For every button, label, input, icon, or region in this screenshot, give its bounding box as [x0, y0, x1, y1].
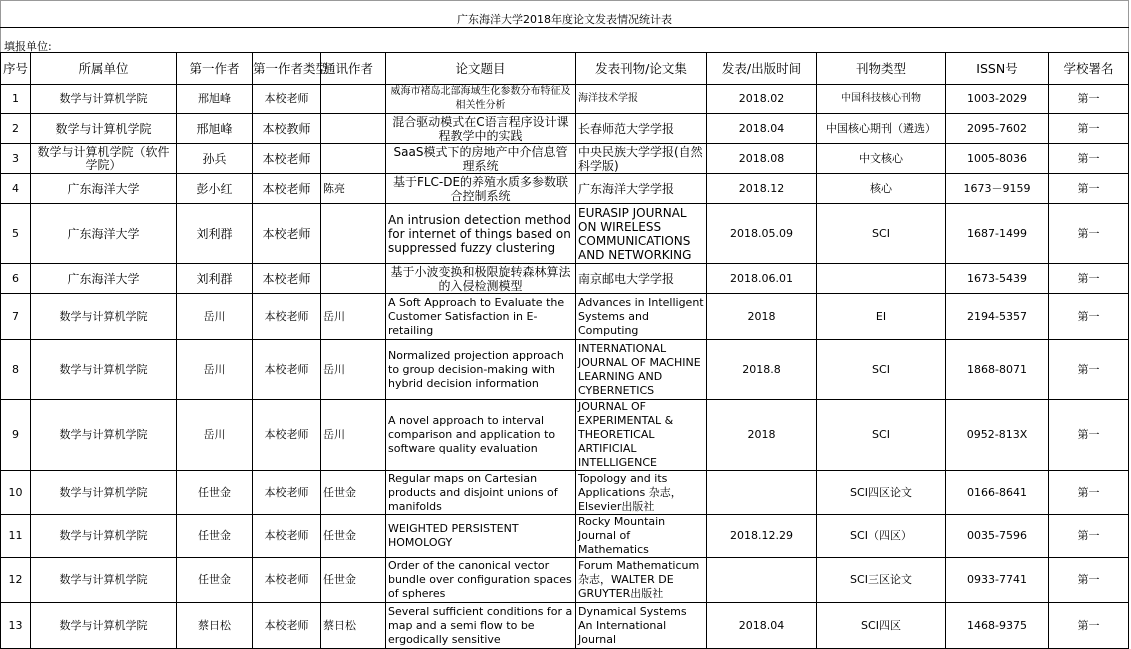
table-row: [1, 174, 1129, 204]
table-row: [1, 340, 1129, 400]
cell-journal[interactable]: Advances in Intelligent Systems and Computing: [576, 294, 707, 340]
cell-journal[interactable]: INTERNATIONAL JOURNAL OF MACHINE LEARNING AND CYBERNETICS: [576, 340, 707, 400]
column-header-author-type: 第一作者类型: [253, 53, 321, 85]
cell-first-author[interactable]: 刘利群: [177, 204, 253, 264]
cell-corresponding-author[interactable]: 岳川: [321, 400, 386, 471]
cell-corresponding-author[interactable]: [321, 114, 386, 144]
cell-unit[interactable]: 数学与计算机学院: [31, 400, 177, 471]
cell-journal-type[interactable]: SCI: [817, 204, 946, 264]
cell-author-type[interactable]: 本校老师: [253, 603, 321, 649]
cell-issn[interactable]: 0035-7596: [946, 515, 1049, 558]
column-header-corresponding-author: 通讯作者: [321, 53, 386, 85]
cell-paper-title[interactable]: Order of the canonical vector bundle over configuration spaces of spheres: [386, 558, 576, 603]
cell-first-author[interactable]: 任世金: [177, 471, 253, 515]
cell-seq[interactable]: 10: [1, 471, 31, 515]
cell-author-type[interactable]: 本校老师: [253, 264, 321, 294]
table-row: [1, 515, 1129, 558]
cell-unit[interactable]: 数学与计算机学院: [31, 114, 177, 144]
cell-school-rank[interactable]: 第一: [1049, 174, 1129, 204]
cell-journal[interactable]: Dynamical Systems An International Journal: [576, 603, 707, 649]
column-header-first-author: 第一作者: [177, 53, 253, 85]
cell-seq[interactable]: 6: [1, 264, 31, 294]
cell-unit[interactable]: 广东海洋大学: [31, 204, 177, 264]
table-row: [1, 114, 1129, 144]
table-row: [1, 85, 1129, 114]
cell-issn[interactable]: 1868-8071: [946, 340, 1049, 400]
cell-unit[interactable]: 数学与计算机学院: [31, 471, 177, 515]
cell-corresponding-author[interactable]: 任世金: [321, 471, 386, 515]
cell-author-type[interactable]: 本校老师: [253, 85, 321, 114]
cell-journal[interactable]: Forum Mathematicum杂志，WALTER DE GRUYTER出版社: [576, 558, 707, 603]
cell-paper-title[interactable]: 基于小波变换和极限旋转森林算法的入侵检测模型: [386, 264, 576, 294]
cell-first-author[interactable]: 岳川: [177, 400, 253, 471]
column-header-journal-type: 刊物类型: [817, 53, 946, 85]
cell-first-author[interactable]: 岳川: [177, 340, 253, 400]
cell-journal-type[interactable]: SCI: [817, 400, 946, 471]
cell-paper-title[interactable]: WEIGHTED PERSISTENT HOMOLOGY: [386, 515, 576, 558]
cell-corresponding-author[interactable]: [321, 204, 386, 264]
cell-author-type[interactable]: 本校老师: [253, 471, 321, 515]
sheet-title: 广东海洋大学2018年度论文发表情况统计表: [0, 0, 1129, 28]
cell-school-rank[interactable]: 第一: [1049, 471, 1129, 515]
cell-school-rank[interactable]: 第一: [1049, 114, 1129, 144]
cell-unit[interactable]: 数学与计算机学院: [31, 85, 177, 114]
cell-first-author[interactable]: 刘利群: [177, 264, 253, 294]
cell-seq[interactable]: 8: [1, 340, 31, 400]
cell-school-rank[interactable]: 第一: [1049, 515, 1129, 558]
cell-journal[interactable]: 南京邮电大学学报: [576, 264, 707, 294]
cell-unit[interactable]: 广东海洋大学: [31, 264, 177, 294]
cell-journal[interactable]: Topology and its Applications 杂志，Elsevier出版社: [576, 471, 707, 515]
cell-pub-date[interactable]: 2018.08: [707, 144, 817, 174]
cell-school-rank[interactable]: 第一: [1049, 400, 1129, 471]
cell-issn[interactable]: 0952-813X: [946, 400, 1049, 471]
cell-issn[interactable]: 2095-7602: [946, 114, 1049, 144]
cell-school-rank[interactable]: 第一: [1049, 558, 1129, 603]
cell-corresponding-author[interactable]: 岳川: [321, 340, 386, 400]
cell-seq[interactable]: 4: [1, 174, 31, 204]
cell-first-author[interactable]: 岳川: [177, 294, 253, 340]
cell-pub-date[interactable]: 2018.12.29: [707, 515, 817, 558]
cell-pub-date[interactable]: 2018.04: [707, 114, 817, 144]
cell-seq[interactable]: 11: [1, 515, 31, 558]
cell-school-rank[interactable]: 第一: [1049, 294, 1129, 340]
table-row: [1, 558, 1129, 603]
cell-seq[interactable]: 1: [1, 85, 31, 114]
cell-first-author[interactable]: 邢旭峰: [177, 85, 253, 114]
cell-paper-title[interactable]: Regular maps on Cartesian products and disjoint unions of manifolds: [386, 471, 576, 515]
cell-journal-type[interactable]: 中国核心期刊（遴选）: [817, 114, 946, 144]
cell-unit[interactable]: 数学与计算机学院: [31, 294, 177, 340]
cell-corresponding-author[interactable]: 岳川: [321, 294, 386, 340]
cell-pub-date[interactable]: 2018: [707, 400, 817, 471]
filler-unit-label: 填报单位:: [4, 40, 52, 53]
cell-issn[interactable]: 0166-8641: [946, 471, 1049, 515]
cell-school-rank[interactable]: 第一: [1049, 603, 1129, 649]
cell-first-author[interactable]: 孙兵: [177, 144, 253, 174]
column-header-unit: 所属单位: [31, 53, 177, 85]
cell-journal[interactable]: 海洋技术学报: [576, 85, 707, 114]
cell-issn[interactable]: 1003-2029: [946, 85, 1049, 114]
cell-paper-title[interactable]: A Soft Approach to Evaluate the Customer Satisfaction in E-retailing: [386, 294, 576, 340]
cell-journal[interactable]: EURASIP JOURNAL ON WIRELESS COMMUNICATIONS AND NETWORKING: [576, 204, 707, 264]
cell-unit[interactable]: 数学与计算机学院: [31, 515, 177, 558]
cell-unit[interactable]: 数学与计算机学院: [31, 340, 177, 400]
cell-unit[interactable]: 数学与计算机学院: [31, 558, 177, 603]
cell-paper-title[interactable]: SaaS模式下的房地产中介信息管理系统: [386, 144, 576, 174]
cell-issn[interactable]: 0933-7741: [946, 558, 1049, 603]
cell-corresponding-author[interactable]: 陈亮: [321, 174, 386, 204]
cell-paper-title[interactable]: Several sufficient conditions for a map and a semi flow to be ergodically sensitive: [386, 603, 576, 649]
cell-issn[interactable]: 1673-5439: [946, 264, 1049, 294]
cell-journal[interactable]: 长春师范大学学报: [576, 114, 707, 144]
cell-first-author[interactable]: 任世金: [177, 515, 253, 558]
table-row: [1, 294, 1129, 340]
column-header-seq: 序号: [1, 53, 31, 85]
cell-pub-date[interactable]: 2018.8: [707, 340, 817, 400]
cell-pub-date[interactable]: 2018: [707, 294, 817, 340]
cell-seq[interactable]: 3: [1, 144, 31, 174]
table-row: [1, 204, 1129, 264]
cell-author-type[interactable]: 本校老师: [253, 174, 321, 204]
cell-issn[interactable]: 1468-9375: [946, 603, 1049, 649]
cell-journal[interactable]: 广东海洋大学学报: [576, 174, 707, 204]
cell-journal-type[interactable]: SCI（四区）: [817, 515, 946, 558]
cell-paper-title[interactable]: Normalized projection approach to group decision-making with hybrid decision information: [386, 340, 576, 400]
cell-issn[interactable]: 1687-1499: [946, 204, 1049, 264]
cell-unit[interactable]: 数学与计算机学院: [31, 603, 177, 649]
cell-seq[interactable]: 12: [1, 558, 31, 603]
cell-journal-type[interactable]: SCI: [817, 340, 946, 400]
cell-paper-title[interactable]: 威海市褚岛北部海域生化参数分布特征及相关性分析: [386, 85, 576, 114]
header-row: [1, 53, 1129, 85]
cell-issn[interactable]: 1005-8036: [946, 144, 1049, 174]
cell-corresponding-author[interactable]: [321, 144, 386, 174]
table-row: [1, 400, 1129, 471]
papers-table: [0, 52, 1129, 649]
cell-paper-title[interactable]: 基于FLC-DE的养殖水质多参数联合控制系统: [386, 174, 576, 204]
column-header-pub-date: 发表/出版时间: [707, 53, 817, 85]
cell-seq[interactable]: 13: [1, 603, 31, 649]
column-header-school-rank: 学校署名: [1049, 53, 1129, 85]
table-row: [1, 144, 1129, 174]
cell-seq[interactable]: 5: [1, 204, 31, 264]
cell-author-type[interactable]: 本校老师: [253, 340, 321, 400]
cell-journal[interactable]: JOURNAL OF EXPERIMENTAL & THEORETICAL ARTIFICIAL INTELLIGENCE: [576, 400, 707, 471]
cell-pub-date[interactable]: 2018.06.01: [707, 264, 817, 294]
cell-author-type[interactable]: 本校老师: [253, 204, 321, 264]
cell-corresponding-author[interactable]: [321, 264, 386, 294]
cell-seq[interactable]: 7: [1, 294, 31, 340]
cell-seq[interactable]: 9: [1, 400, 31, 471]
cell-school-rank[interactable]: 第一: [1049, 204, 1129, 264]
table-row: [1, 471, 1129, 515]
cell-author-type[interactable]: 本校老师: [253, 400, 321, 471]
cell-issn[interactable]: 2194-5357: [946, 294, 1049, 340]
cell-school-rank[interactable]: 第一: [1049, 85, 1129, 114]
table-row: [1, 264, 1129, 294]
cell-paper-title[interactable]: A novel approach to interval comparison and application to software quality evaluation: [386, 400, 576, 471]
cell-journal-type[interactable]: [817, 264, 946, 294]
cell-school-rank[interactable]: 第一: [1049, 144, 1129, 174]
cell-pub-date[interactable]: 2018.12: [707, 174, 817, 204]
cell-author-type[interactable]: 本校老师: [253, 515, 321, 558]
cell-pub-date[interactable]: [707, 558, 817, 603]
column-header-issn: ISSN号: [946, 53, 1049, 85]
cell-corresponding-author[interactable]: 蔡日松: [321, 603, 386, 649]
cell-pub-date[interactable]: [707, 471, 817, 515]
cell-unit[interactable]: 数学与计算机学院（软件学院）: [31, 144, 177, 174]
cell-school-rank[interactable]: 第一: [1049, 340, 1129, 400]
cell-first-author[interactable]: 邢旭峰: [177, 114, 253, 144]
cell-journal[interactable]: Rocky Mountain Journal of Mathematics: [576, 515, 707, 558]
cell-corresponding-author[interactable]: 任世金: [321, 515, 386, 558]
table-row: [1, 603, 1129, 649]
cell-author-type[interactable]: 本校老师: [253, 558, 321, 603]
cell-journal[interactable]: 中央民族大学学报(自然科学版): [576, 144, 707, 174]
cell-seq[interactable]: 2: [1, 114, 31, 144]
cell-journal-type[interactable]: 核心: [817, 174, 946, 204]
cell-issn[interactable]: 1673－9159: [946, 174, 1049, 204]
cell-school-rank[interactable]: 第一: [1049, 264, 1129, 294]
cell-pub-date[interactable]: 2018.04: [707, 603, 817, 649]
cell-journal-type[interactable]: SCI四区: [817, 603, 946, 649]
cell-journal-type[interactable]: SCI三区论文: [817, 558, 946, 603]
cell-first-author[interactable]: 蔡日松: [177, 603, 253, 649]
column-header-paper-title: 论文题目: [386, 53, 576, 85]
cell-author-type[interactable]: 本校老师: [253, 144, 321, 174]
cell-journal-type[interactable]: 中国科技核心刊物: [817, 85, 946, 114]
cell-first-author[interactable]: 彭小红: [177, 174, 253, 204]
cell-paper-title[interactable]: 混合驱动模式在C语言程序设计课程教学中的实践: [386, 114, 576, 144]
cell-paper-title[interactable]: An intrusion detection method for internet of things based on suppressed fuzzy clustering: [386, 204, 576, 264]
cell-journal-type[interactable]: SCI四区论文: [817, 471, 946, 515]
cell-corresponding-author[interactable]: 任世金: [321, 558, 386, 603]
cell-author-type[interactable]: 本校老师: [253, 294, 321, 340]
cell-pub-date[interactable]: 2018.02: [707, 85, 817, 114]
cell-corresponding-author[interactable]: [321, 85, 386, 114]
cell-journal-type[interactable]: 中文核心: [817, 144, 946, 174]
cell-first-author[interactable]: 任世金: [177, 558, 253, 603]
cell-unit[interactable]: 广东海洋大学: [31, 174, 177, 204]
cell-journal-type[interactable]: EI: [817, 294, 946, 340]
column-header-journal: 发表刊物/论文集: [576, 53, 707, 85]
cell-author-type[interactable]: 本校教师: [253, 114, 321, 144]
cell-pub-date[interactable]: 2018.05.09: [707, 204, 817, 264]
